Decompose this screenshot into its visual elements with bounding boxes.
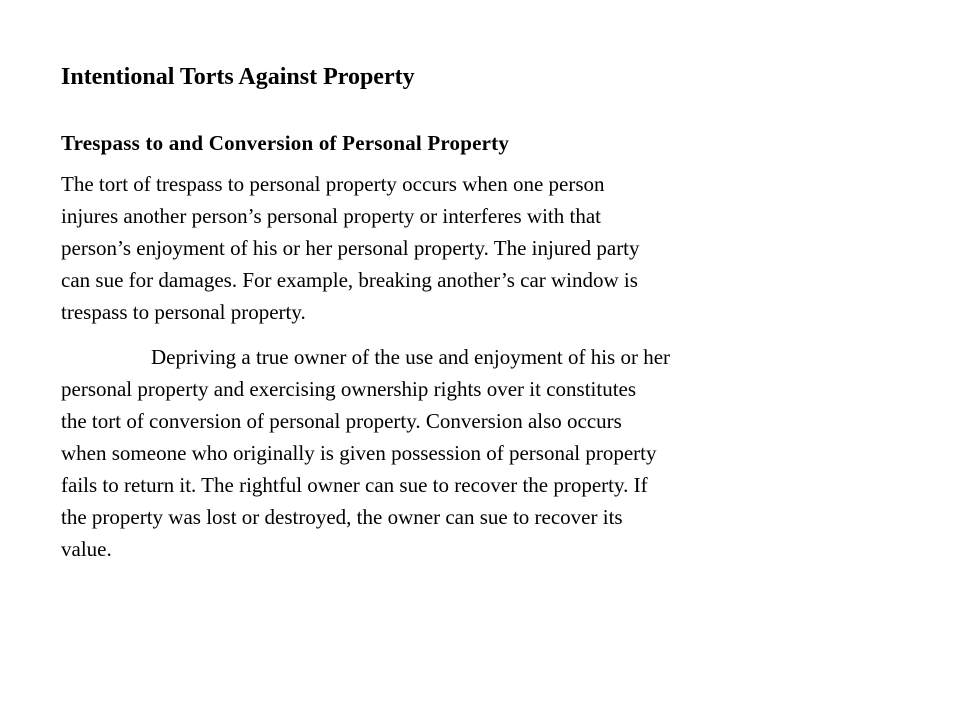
paragraph-line: fails to return it. The rightful owner can sue to recover the property. If	[61, 473, 648, 497]
paragraph-line: trespass to personal property.	[61, 300, 306, 324]
paragraph-line: value.	[61, 537, 112, 561]
paragraph-line-indented: Depriving a true owner of the use and enjoyment of his or her	[61, 345, 671, 369]
section-subtitle: Trespass to and Conversion of Personal Property	[61, 131, 510, 155]
paragraph-line: personal property and exercising ownership rights over it constitutes	[61, 377, 637, 401]
paragraph-line: when someone who originally is given possession of personal property	[61, 441, 657, 465]
paragraph-line: can sue for damages. For example, breaking another’s car window is	[61, 268, 638, 292]
paragraph-line: The tort of trespass to personal property occurs when one person	[61, 172, 605, 196]
paragraph-conversion	[61, 341, 911, 565]
paragraph-line: the property was lost or destroyed, the owner can sue to recover its	[61, 505, 623, 529]
paragraph-trespass	[61, 168, 911, 328]
slide-content	[61, 55, 911, 565]
slide-title: Intentional Torts Against Property	[61, 64, 415, 90]
paragraph-line: person’s enjoyment of his or her personal property. The injured party	[61, 236, 640, 260]
paragraph-line: the tort of conversion of personal property. Conversion also occurs	[61, 409, 622, 433]
paragraph-line: injures another person’s personal property or interferes with that	[61, 204, 602, 228]
